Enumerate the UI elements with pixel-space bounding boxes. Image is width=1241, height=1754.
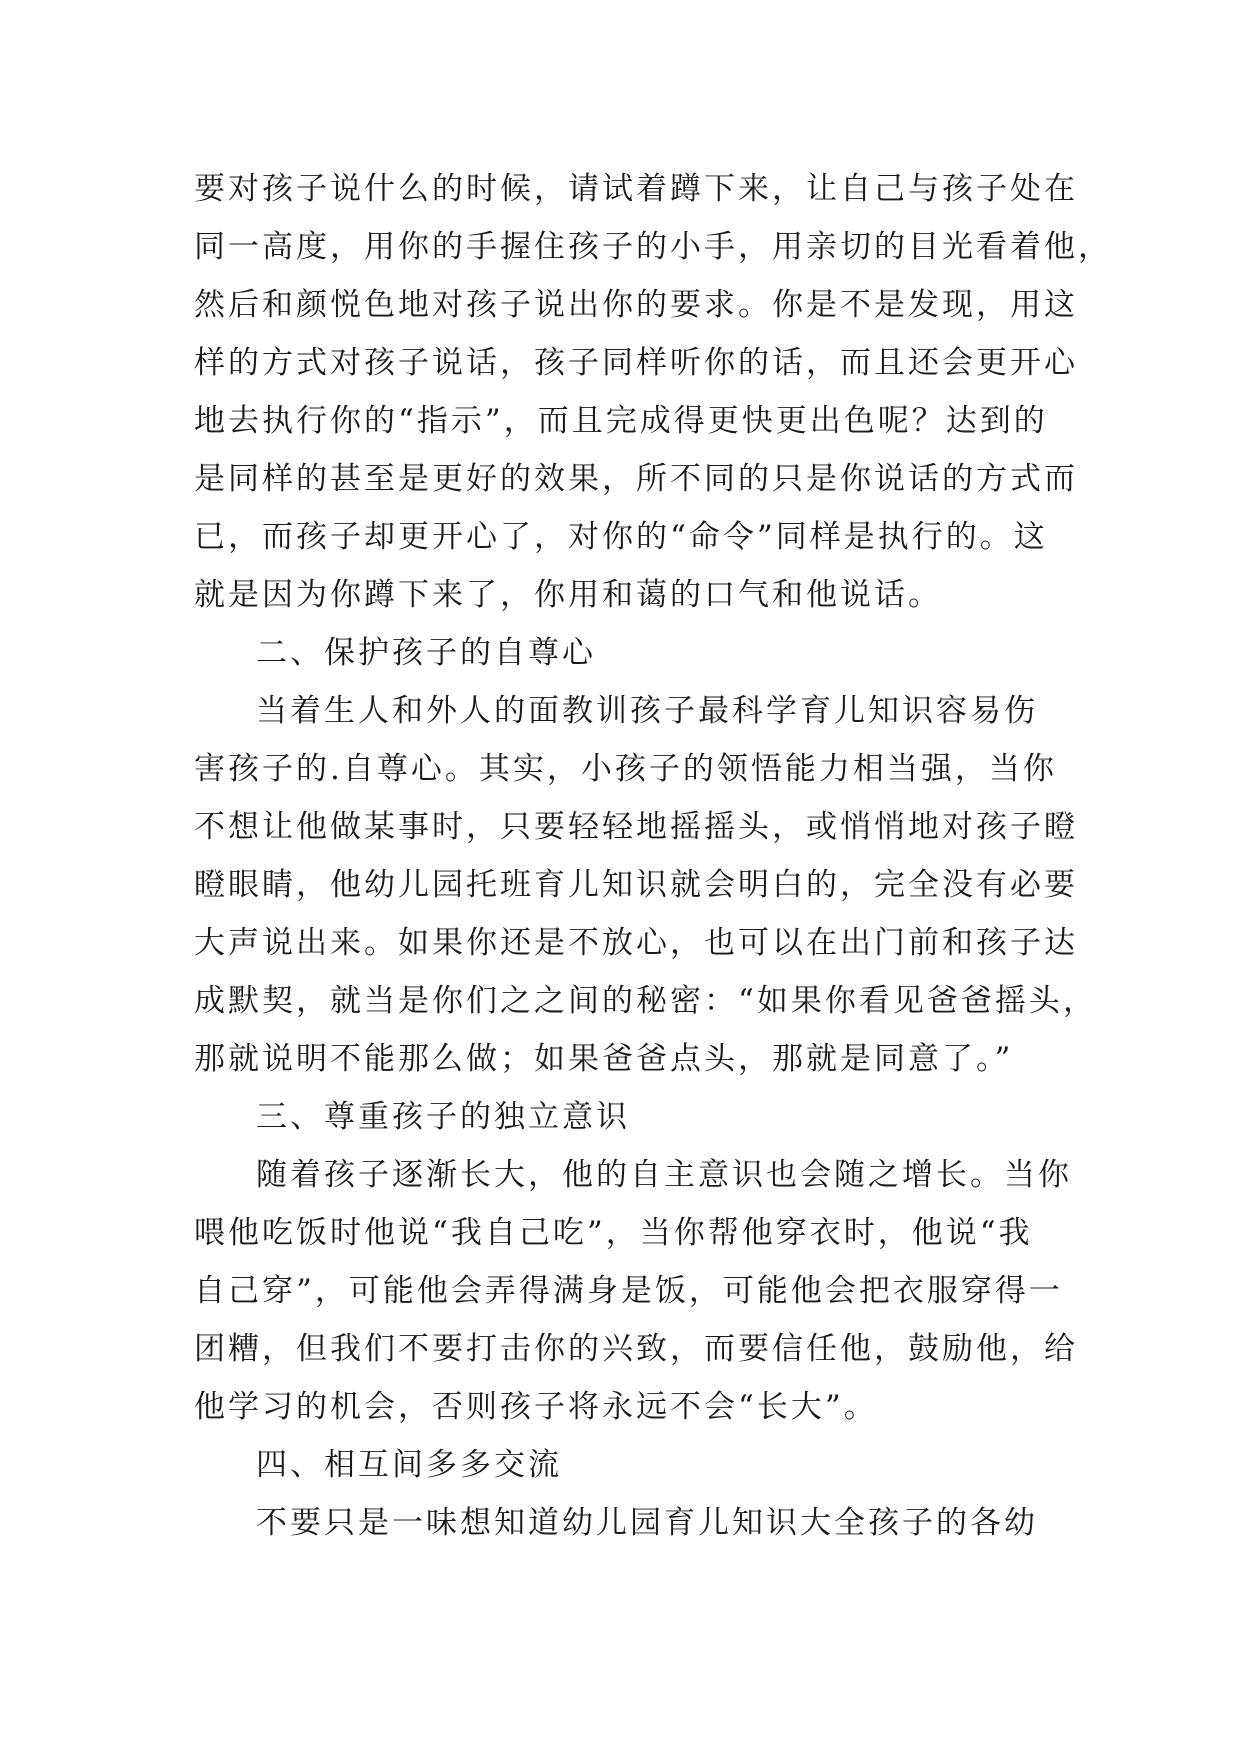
text-line: 那就说明不能那么做；如果爸爸点头，那就是同意了。”: [194, 1041, 1014, 1077]
text-line: 喂他吃饭时他说“我自己吃”，当你帮他穿衣时，他说“我: [194, 1215, 1033, 1251]
text-line: 不要只是一味想知道幼儿园育儿知识大全孩子的各幼: [256, 1505, 1038, 1541]
text-line: 当着生人和外人的面教训孩子最科学育儿知识容易伤: [256, 693, 1038, 729]
text-line: 然后和颜悦色地对孩子说出你的要求。你是不是发现，用这: [194, 287, 1078, 323]
text-line: 要对孩子说什么的时候，请试着蹲下来，让自己与孩子处在: [194, 171, 1078, 207]
text-line: 瞪眼睛，他幼儿园托班育儿知识就会明白的，完全没有必要: [194, 867, 1078, 903]
text-line: 他学习的机会，否则孩子将永远不会“长大”。: [194, 1389, 878, 1425]
text-line: 三、尊重孩子的独立意识: [256, 1099, 630, 1135]
text-line: 地去执行你的“指示”，而且完成得更快更出色呢？达到的: [194, 403, 1048, 439]
text-line: 成默契，就当是你们之之间的秘密：“如果你看见爸爸摇头，: [194, 983, 1097, 1019]
document-body: [194, 160, 1112, 1552]
text-line: 不想让他做某事时，只要轻轻地摇摇头，或悄悄地对孩子瞪: [194, 809, 1078, 845]
text-line: 已，而孩子却更开心了，对你的“命令”同样是执行的。这: [194, 519, 1048, 555]
text-line: 团糟，但我们不要打击你的兴致，而要信任他，鼓励他，给: [194, 1331, 1078, 1367]
text-line: 样的方式对孩子说话，孩子同样听你的话，而且还会更开心: [194, 345, 1078, 381]
text-line: 自己穿”，可能他会弄得满身是饭，可能他会把衣服穿得一: [194, 1273, 1063, 1309]
text-line: 随着孩子逐渐长大，他的自主意识也会随之增长。当你: [256, 1157, 1072, 1193]
text-line: 大声说出来。如果你还是不放心，也可以在出门前和孩子达: [194, 925, 1078, 961]
text-line: 就是因为你蹲下来了，你用和蔼的口气和他说话。: [194, 577, 942, 613]
text-line: 四、相互间多多交流: [256, 1447, 562, 1483]
text-line: 害孩子的.自尊心。其实，小孩子的领悟能力相当强，当你: [194, 751, 1057, 787]
text-line: 同一高度，用你的手握住孩子的小手，用亲切的目光看着他，: [194, 229, 1112, 265]
text-line: 二、保护孩子的自尊心: [256, 635, 596, 671]
text-line: 是同样的甚至是更好的效果，所不同的只是你说话的方式而: [194, 461, 1078, 497]
